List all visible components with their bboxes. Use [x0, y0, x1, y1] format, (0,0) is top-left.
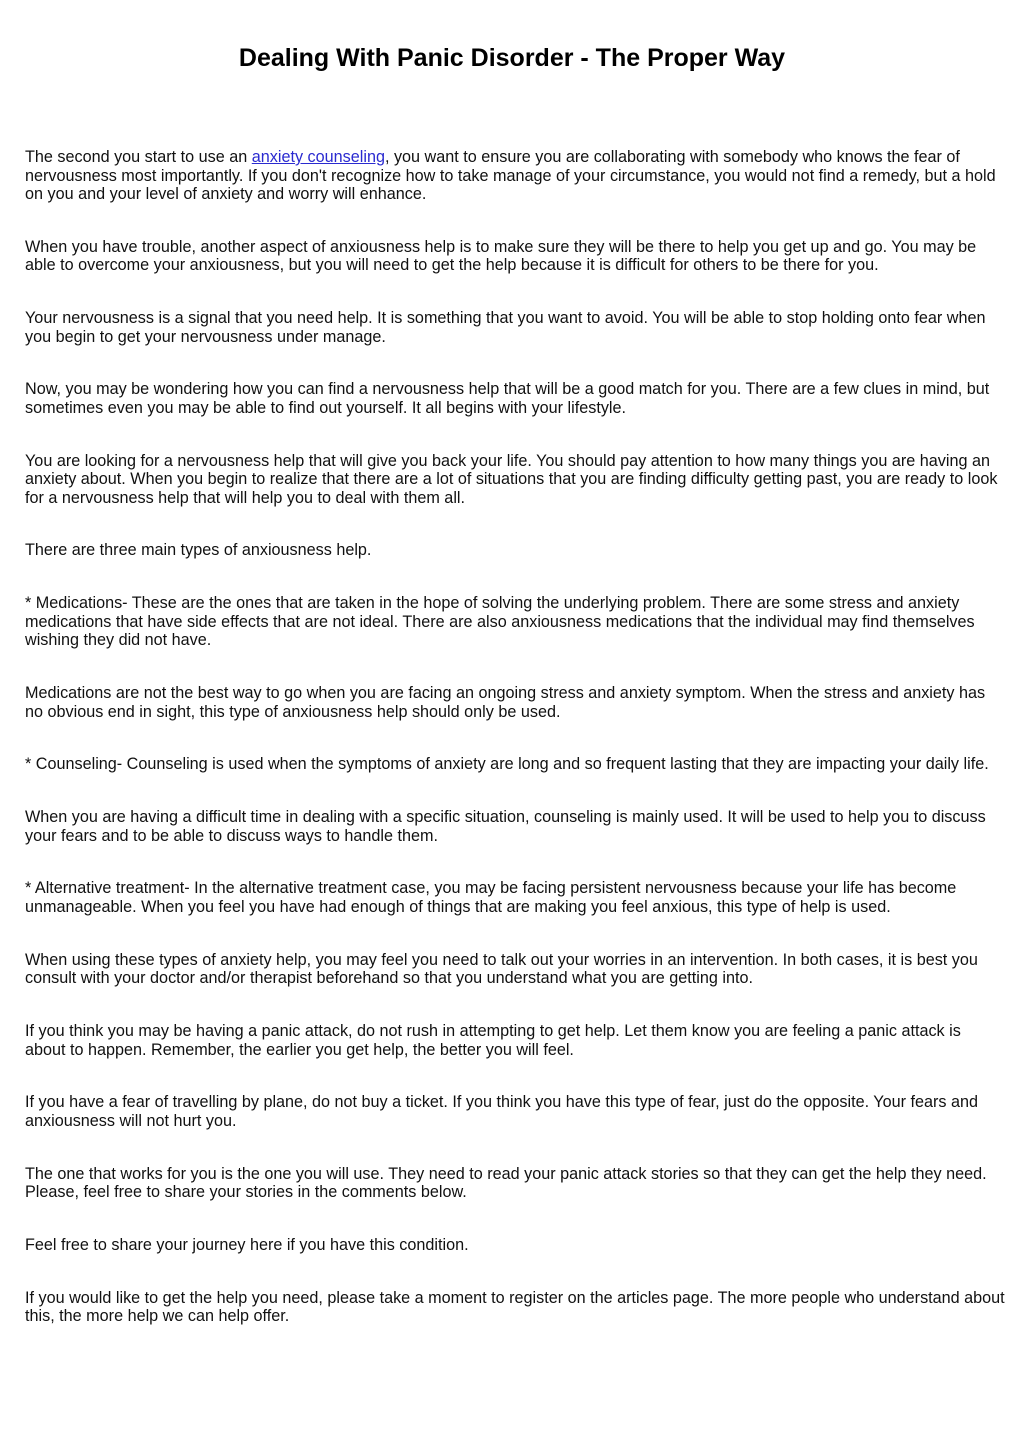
paragraph: When using these types of anxiety help, you may feel you need to talk out your worries in an intervention. In both cases, it is best you consult with your doctor and/or therapist beforehand so that you understand what you are getting into.	[25, 950, 978, 988]
paragraph: Feel free to share your journey here if you have this condition.	[25, 1235, 469, 1254]
paragraph: Now, you may be wondering how you can find a nervousness help that will be a good match for you. There are a few clues in mind, but sometimes even you may be able to find out yourself. It all begins with your lifestyle.	[25, 380, 990, 417]
paragraph: There are three main types of anxiousness help.	[25, 541, 372, 560]
intro-paragraph	[25, 148, 1005, 204]
paragraph: If you have a fear of travelling by plane, do not buy a ticket. If you think you have this type of fear, just do the opposite. Your fears and anxiousness will not hurt you.	[25, 1093, 978, 1130]
paragraph: * Medications- These are the ones that are taken in the hope of solving the underlying problem. There are some stress and anxiety medications that have side effects that are not ideal. There are also anxiousness medications that the individual may find themselves wishing they did not have.	[25, 594, 975, 650]
anxiety-counseling-link[interactable]: anxiety counseling	[251, 148, 385, 166]
paragraph: The one that works for you is the one you will use. They need to read your panic attack stories so that they can get the help they need. Please, feel free to share your stories in the comments below.	[25, 1164, 987, 1202]
paragraph: If you think you may be having a panic attack, do not rush in attempting to get help. Let them know you are feeling a panic attack is about to happen. Remember, the earlier you get help, the better you will feel.	[25, 1022, 961, 1059]
paragraph: Your nervousness is a signal that you need help. It is something that you want to avoid. You will be able to stop holding onto fear when you begin to get your nervousness under manage.	[25, 309, 986, 346]
page-title: Dealing With Panic Disorder - The Proper Way	[238, 44, 786, 72]
intro-text-after-link: , you want to ensure you are collaborating with somebody who knows the fear of nervousness most importantly. If you don't recognize how to take manage of your circumstance, you would not find a remedy, but a hold on you and your level of anxiety and worry will enhance.	[25, 148, 996, 203]
paragraph: Medications are not the best way to go when you are facing an ongoing stress and anxiety symptom. When the stress and anxiety has no obvious end in sight, this type of anxiousness help should only be used.	[25, 684, 986, 721]
paragraph: When you are having a difficult time in dealing with a specific situation, counseling is mainly used. It will be used to help you to discuss your fears and to be able to discuss ways to handle them.	[25, 808, 986, 845]
paragraph: * Counseling- Counseling is used when the symptoms of anxiety are long and so frequent lasting that they are impacting your daily life.	[25, 755, 989, 774]
article-body	[25, 148, 1005, 1360]
paragraph: When you have trouble, another aspect of anxiousness help is to make sure they will be there to help you get up and go. You may be able to overcome your anxiousness, but you will need to get the help because it is difficult for others to be there for you.	[25, 237, 977, 275]
paragraph: You are looking for a nervousness help that will give you back your life. You should pay attention to how many things you are having an anxiety about. When you begin to realize that there are a lot of situations that you are finding difficulty getting past, you are ready to look for a nervousness help that will help you to deal with them all.	[25, 451, 998, 507]
intro-text-before-link: The second you start to use an	[25, 148, 252, 166]
paragraph: If you would like to get the help you need, please take a moment to register on the articles page. The more people who understand about this, the more help we can help offer.	[25, 1288, 1005, 1326]
paragraph: * Alternative treatment- In the alternative treatment case, you may be facing persistent nervousness because your life has become unmanageable. When you feel you have had enough of things that are making you feel anxious, this type of help is used.	[25, 879, 957, 916]
